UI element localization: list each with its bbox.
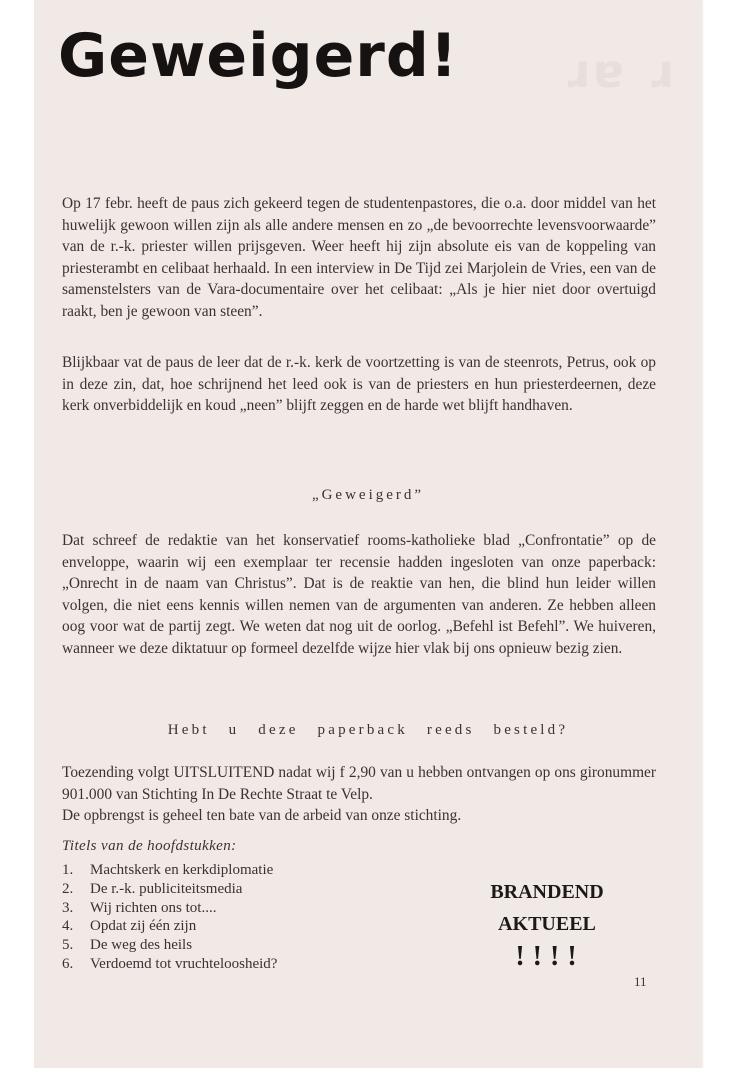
chapter-number: 3.: [62, 899, 74, 916]
paragraph-pope: Blijkbaar vat de paus de leer dat de r.-k. kerk de voortzetting is van de steenrots, Petrus, ook op in deze zin, dat, hoe schrijnend het leed ook is van de priesters en hun priesterdeernen, deze kerk onverbiddelijk en koud „neen” blijft zeggen en de harde wet blijft handhaven.: [62, 354, 656, 414]
chapter-number: 6.: [62, 955, 74, 972]
chapter-title: Opdat zij één zijn: [90, 918, 197, 935]
chapter-number: 5.: [62, 937, 74, 954]
page-number: 11: [634, 974, 647, 989]
subheading-order-question: Hebt u deze paperback reeds besteld?: [167, 722, 569, 738]
chapter-number: 2.: [62, 880, 74, 897]
chapter-title: De r.-k. publiciteitsmedia: [90, 880, 243, 897]
chapter-title: Wij richten ons tot....: [90, 899, 217, 916]
chapter-title: Machtskerk en kerkdiplomatie: [90, 862, 274, 878]
subheading-geweigerd: „Geweigerd”: [311, 487, 425, 503]
chapter-item: [62, 880, 277, 899]
chapter-list: [62, 861, 277, 974]
chapter-item: [62, 955, 277, 974]
chapter-item: [62, 936, 277, 955]
proceeds-text: De opbrengst is geheel ten bate van de arbeid van onze stichting.: [62, 807, 462, 824]
chapter-item: [62, 861, 277, 880]
paragraph-order-info: [62, 762, 656, 827]
chapters-label: Titels van de hoofdstukken:: [62, 838, 237, 854]
chapter-title: De weg des heils: [90, 937, 193, 954]
chapter-number: 1.: [62, 862, 74, 878]
chapter-item: [62, 899, 277, 918]
page-title: Geweigerd!: [58, 21, 459, 91]
order-terms-text: Toezending volgt UITSLUITEND nadat wij f 2,90 van u hebben ontvangen op ons gironummer 901.000 van Stichting In De Rechte Straat te Velp.: [62, 764, 656, 803]
chapter-title: Verdoemd tot vruchteloosheid?: [90, 955, 278, 972]
promo-line-brandend: BRANDEND: [490, 881, 604, 903]
chapter-item: [62, 917, 277, 936]
promo-block: [482, 877, 612, 975]
bleed-through-text: ɹɐ ɹ: [564, 44, 677, 98]
promo-line-aktueel: AKTUEEL: [498, 913, 596, 935]
chapter-number: 4.: [62, 918, 74, 935]
paragraph-intro: Op 17 febr. heeft de paus zich gekeerd tegen de studentenpastores, die o.a. door middel van het huwelijk gewoon willen zijn als alle andere mensen en zo „de bevoorrechte levensvoorwaarde” van de r.-k. priester willen prijsgeven. Weer heeft hij zijn absolute eis van de koppeling van priesterambt en celibaat herhaald. In een interview in De Tijd zei Marjolein de Vries, een van de samenstelsters van de Vara-documentaire over het celibaat: „Als je hier niet door overtuigd raakt, ben je gewoon van steen”.: [62, 195, 656, 320]
promo-exclamations: !!!!: [515, 941, 585, 972]
paragraph-confrontatie: Dat schreef de redaktie van het konservatief rooms-katholieke blad „Confrontatie” op de enveloppe, waarin wij een exemplaar ter recensie hadden ingesloten van onze paperback: „Onrecht in de naam van Christus”. Dat is de reaktie van hen, die blind hun leider willen volgen, die niet eens kennis willen nemen van de argumenten van anderen. Ze hebben alleen oog voor wat de partij zegt. We weten dat nog uit de oorlog. „Befehl ist Befehl”. We huiveren, wanneer we deze diktatuur op formeel dezelfde wijze hier vlak bij ons opnieuw bezig zien.: [62, 532, 656, 657]
